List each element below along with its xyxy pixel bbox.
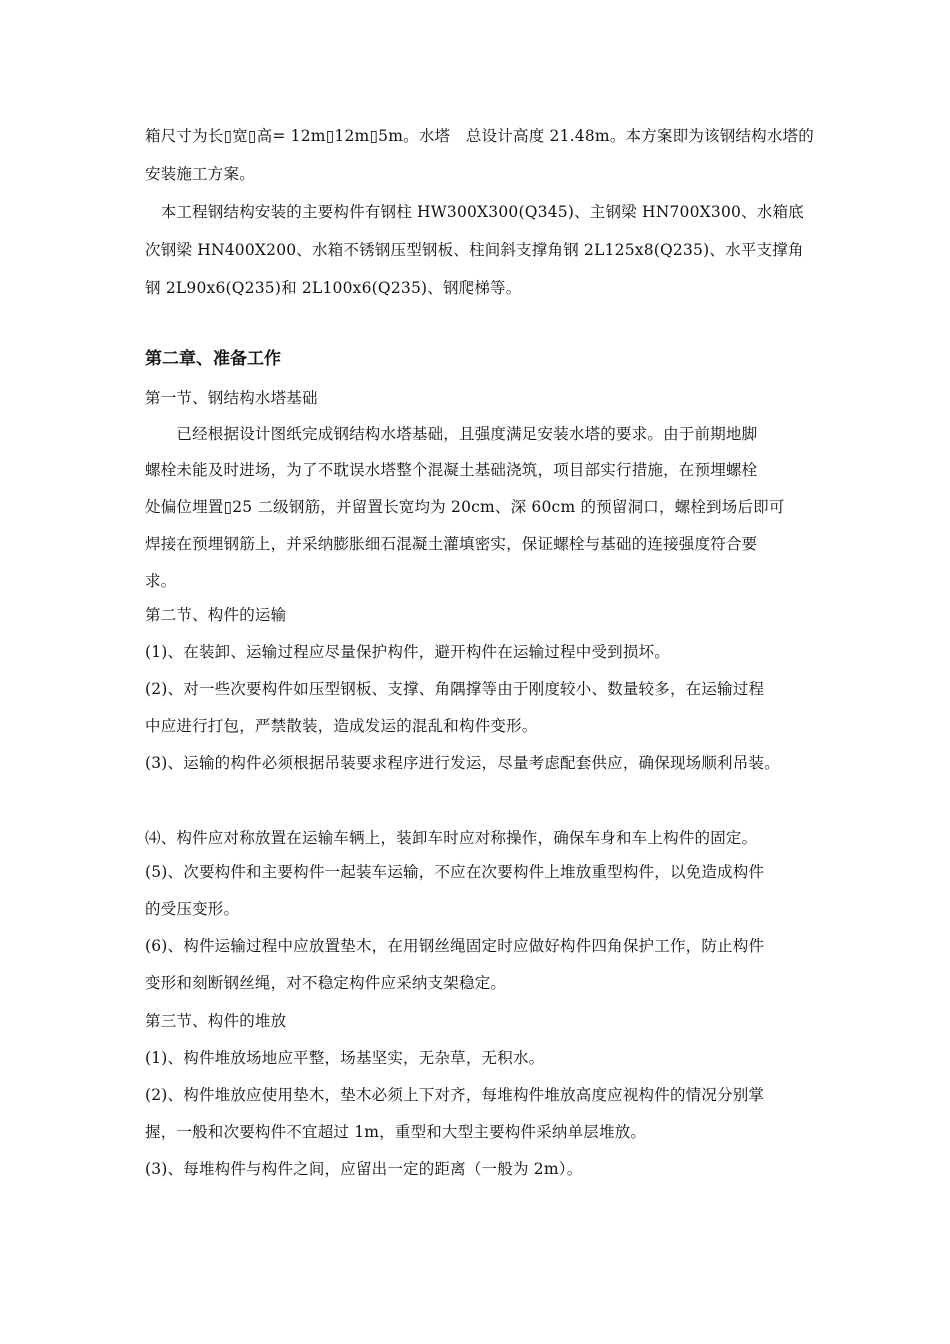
- section-title: 第三节、构件的堆放: [145, 1012, 287, 1030]
- section-title: 第二节、构件的运输: [145, 606, 287, 624]
- list-item: (3)、每堆构件与构件之间，应留出一定的距离（一般为 2m）。: [145, 1160, 583, 1178]
- list-item: (2)、对一些次要构件如压型钢板、支撑、角隅撑等由于刚度较小、数量较多，在运输过程: [145, 680, 765, 698]
- body-text-line: 钢 2L90x6(Q235)和 2L100x6(Q235)、钢爬梯等。: [145, 279, 522, 297]
- list-item: (6)、构件运输过程中应放置垫木，在用钢丝绳固定时应做好构件四角保护工作，防止构件: [145, 937, 765, 955]
- body-text-line: 处偏位埋置▯25 二级钢筋，并留置长宽均为 20cm、深 60cm 的预留洞口，螺栓到场后即可: [145, 498, 785, 516]
- list-item: 握，一般和次要构件不宜超过 1m，重型和大型主要构件采纳单层堆放。: [145, 1123, 647, 1141]
- section-title: 第一节、钢结构水塔基础: [145, 389, 318, 407]
- body-text-line: 求。: [145, 572, 177, 590]
- list-item: ⑷、构件应对称放置在运输车辆上，装卸车时应对称操作，确保车身和车上构件的固定。: [145, 829, 758, 847]
- list-item: (3)、运输的构件必须根据吊装要求程序进行发运，尽量考虑配套供应，确保现场顺利吊装。: [145, 754, 780, 772]
- list-item: (1)、在装卸、运输过程应尽量保护构件，避开构件在运输过程中受到损坏。: [145, 643, 670, 661]
- body-text-line: 本工程钢结构安装的主要构件有钢柱 HW300X300(Q345)、主钢梁 HN700X300、水箱底: [145, 203, 804, 221]
- body-text-line: 安装施工方案。: [145, 165, 255, 183]
- list-item: (1)、构件堆放场地应平整，场基坚实，无杂草，无积水。: [145, 1049, 545, 1067]
- chapter-heading: 第二章、准备工作: [145, 349, 281, 369]
- body-text-line: 次钢梁 HN400X200、水箱不锈钢压型钢板、柱间斜支撑角钢 2L125x8(Q235)、水平支撑角: [145, 241, 804, 259]
- body-text-line: 已经根据设计图纸完成钢结构水塔基础，且强度满足安装水塔的要求。由于前期地脚: [145, 425, 758, 443]
- list-item: 中应进行打包，严禁散装，造成发运的混乱和构件变形。: [145, 717, 538, 735]
- list-item: 变形和刻断钢丝绳，对不稳定构件应采纳支架稳定。: [145, 974, 507, 992]
- body-text-line: 箱尺寸为长▯宽▯高= 12m▯12m▯5m。水塔 总设计高度 21.48m。本方案即为该钢结构水塔的: [145, 127, 814, 145]
- body-text-line: 焊接在预埋钢筋上，并采纳膨胀细石混凝土灌填密实，保证螺栓与基础的连接强度符合要: [145, 535, 758, 553]
- list-item: (5)、次要构件和主要构件一起装车运输，不应在次要构件上堆放重型构件，以免造成构件: [145, 863, 765, 881]
- list-item: 的受压变形。: [145, 900, 240, 918]
- list-item: (2)、构件堆放应使用垫木，垫木必须上下对齐，每堆构件堆放高度应视构件的情况分别掌: [145, 1086, 765, 1104]
- body-text-line: 螺栓未能及时进场，为了不耽误水塔整个混凝土基础浇筑，项目部实行措施，在预埋螺栓: [145, 461, 758, 479]
